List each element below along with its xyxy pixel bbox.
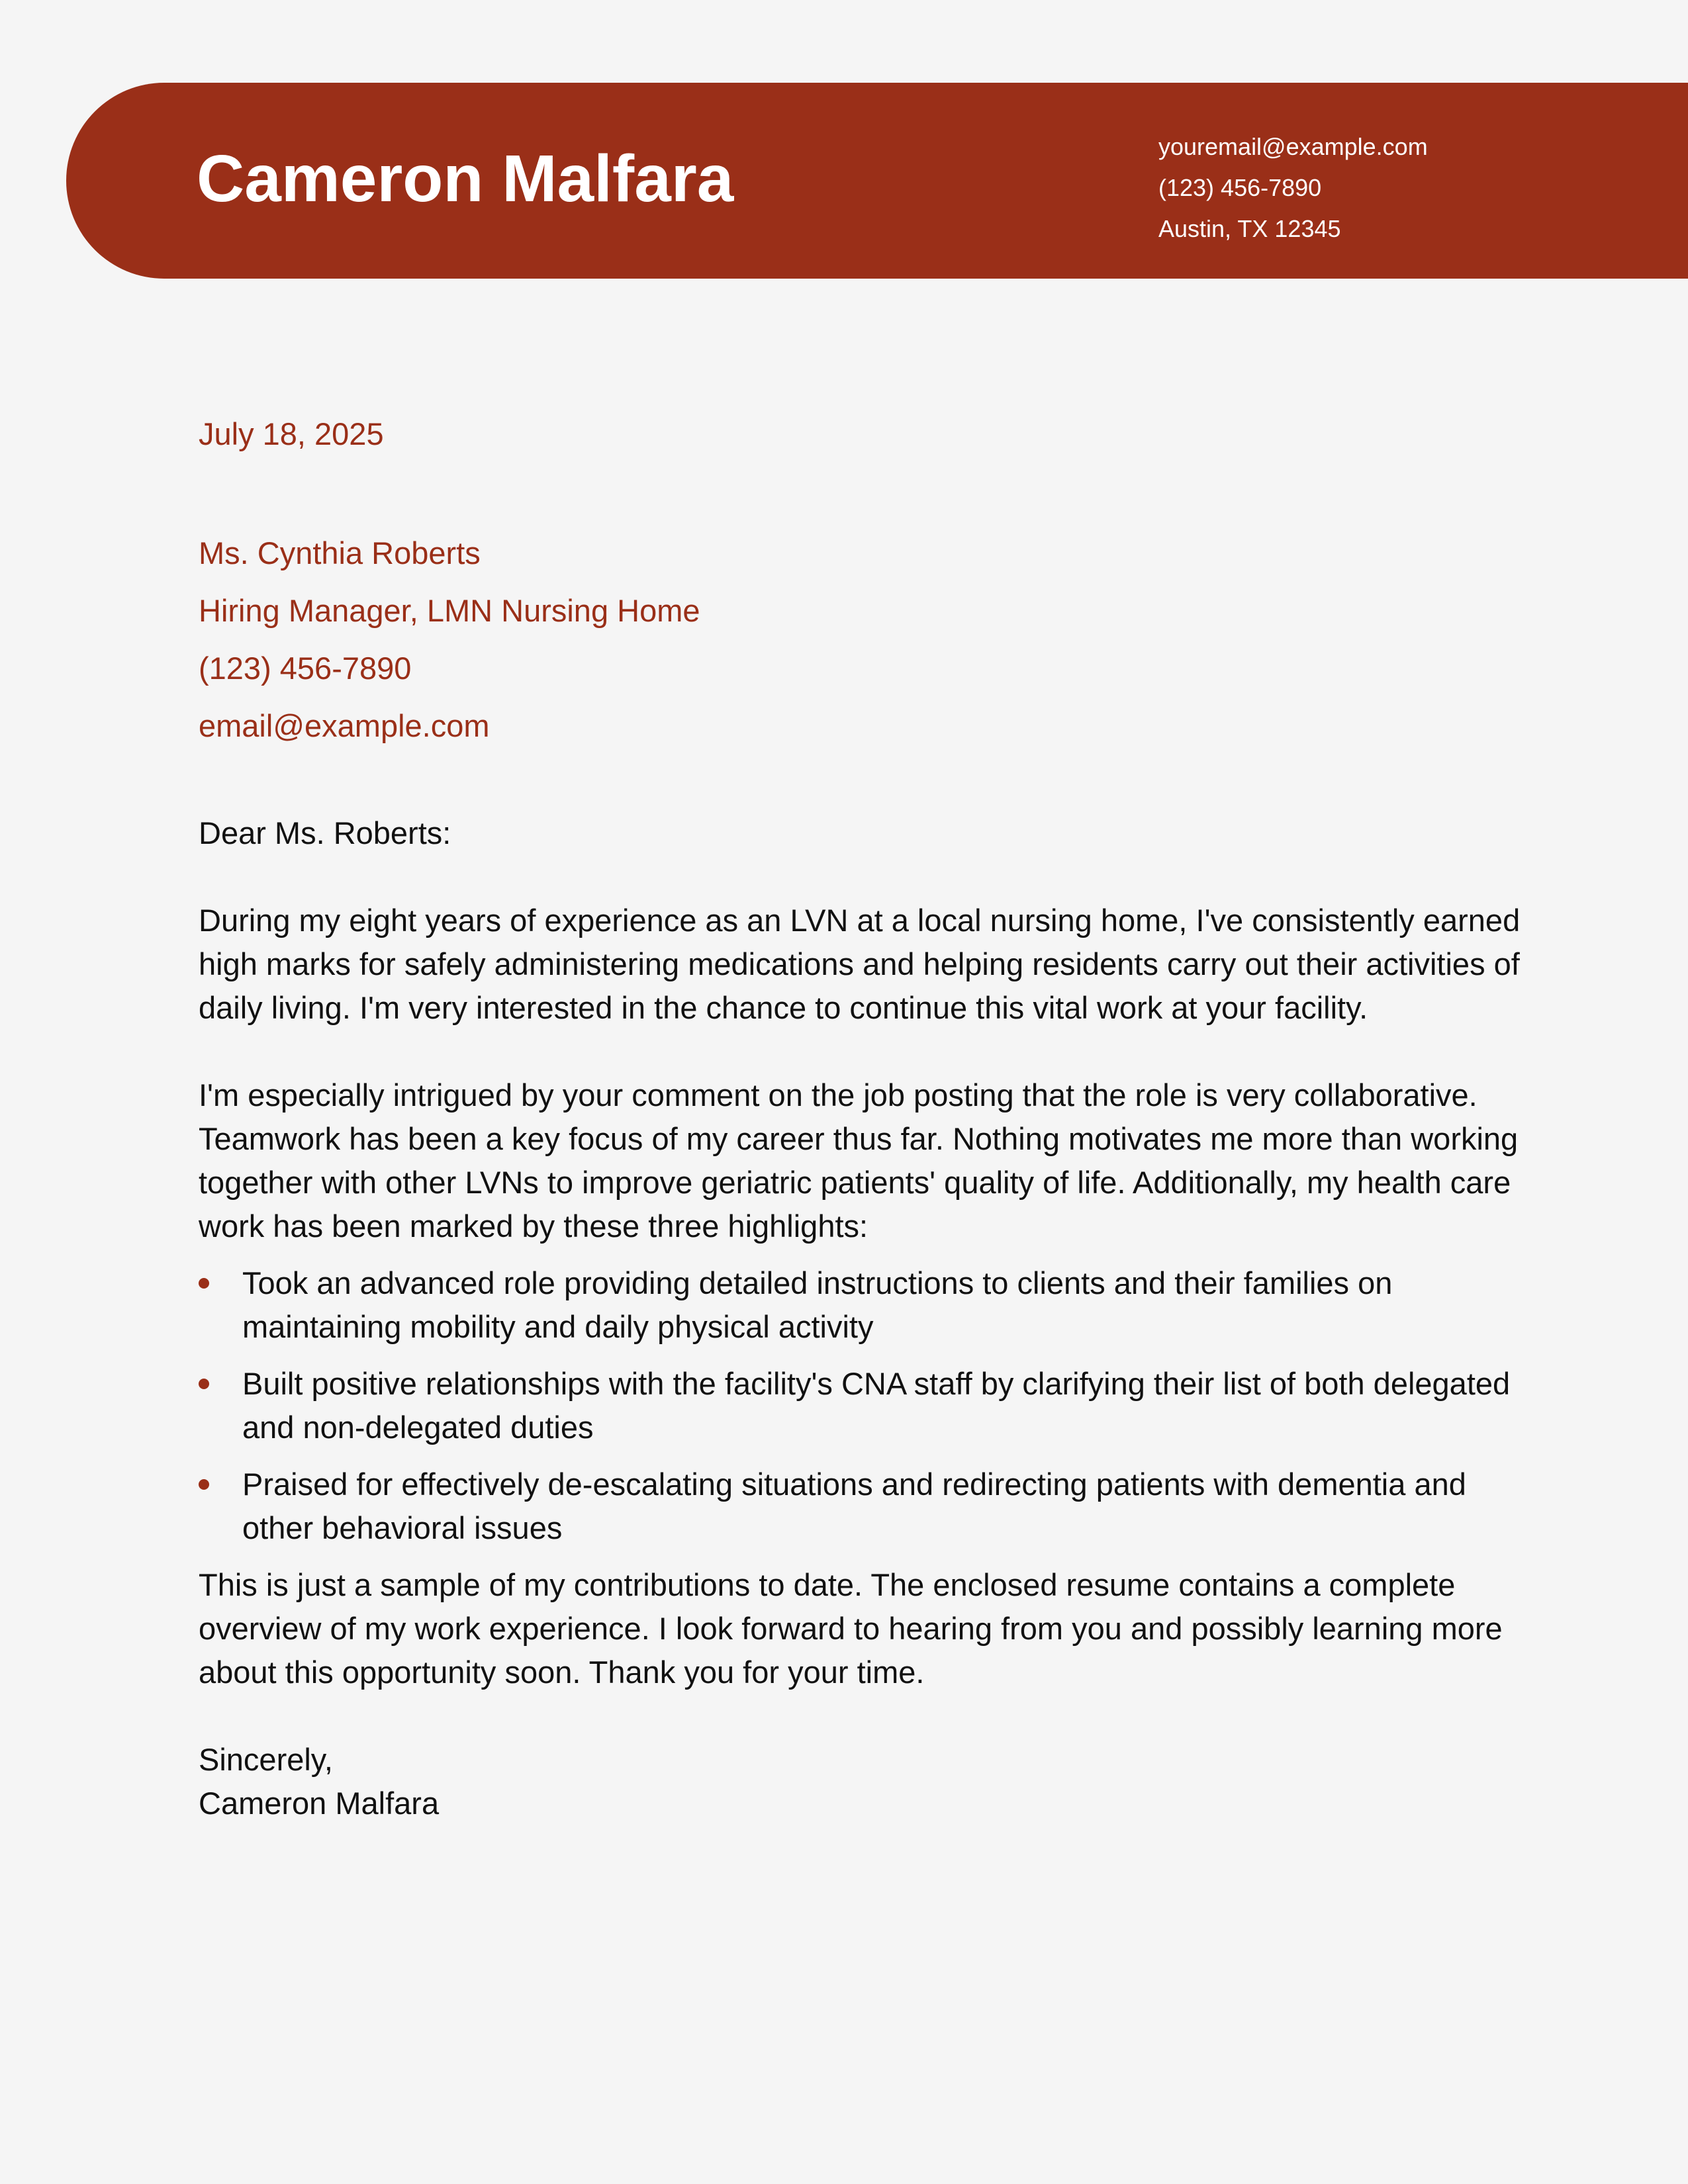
header-band bbox=[66, 83, 1688, 279]
recipient-title: Hiring Manager, LMN Nursing Home bbox=[199, 593, 700, 628]
bullet-icon bbox=[199, 1278, 209, 1289]
closing-paragraph: This is just a sample of my contributions to date. The enclosed resume contains a complete overview of my work experience. I look forward to hearing from you and possibly learning more about this opportunity soon. Thank you for your time. bbox=[199, 1567, 1503, 1690]
body-paragraph: I'm especially intrigued by your comment on the job posting that the role is very collaborative. Teamwork has been a key focus of my career thus far. Nothing motivates me more than working together with other LVNs to improve geriatric patients' quality of life. Additionally, my health care work has been marked by these three highlights: bbox=[199, 1077, 1519, 1244]
sender-email: youremail@example.com bbox=[1158, 133, 1428, 160]
letter-body bbox=[199, 811, 1523, 1825]
signature: Cameron Malfara bbox=[199, 1786, 440, 1821]
sender-phone: (123) 456-7890 bbox=[1158, 174, 1322, 201]
letter-date: July 18, 2025 bbox=[199, 416, 384, 451]
salutation: Dear Ms. Roberts: bbox=[199, 815, 451, 850]
recipient-name: Ms. Cynthia Roberts bbox=[199, 535, 481, 570]
highlight-text: Built positive relationships with the facility's CNA staff by clarifying their list of both delegated and non-delegated duties bbox=[242, 1366, 1511, 1445]
body-paragraph: During my eight years of experience as an LVN at a local nursing home, I've consistently earned high marks for safely administering medications and helping residents carry out their activities of daily living. I'm very interested in the chance to continue this vital work at your facility. bbox=[199, 903, 1521, 1025]
bullet-icon bbox=[199, 1379, 209, 1389]
sender-contact-block bbox=[1158, 126, 1428, 250]
highlight-item bbox=[199, 1362, 1523, 1449]
recipient-phone: (123) 456-7890 bbox=[199, 651, 412, 686]
highlights-list bbox=[199, 1261, 1523, 1550]
highlight-text: Took an advanced role providing detailed instructions to clients and their families on maintaining mobility and daily physical activity bbox=[242, 1265, 1393, 1344]
highlight-item bbox=[199, 1261, 1523, 1349]
sender-location: Austin, TX 12345 bbox=[1158, 215, 1341, 242]
bullet-icon bbox=[199, 1479, 209, 1490]
highlight-item bbox=[199, 1463, 1523, 1550]
signoff: Sincerely, bbox=[199, 1742, 333, 1777]
sender-name: Cameron Malfara bbox=[197, 142, 734, 216]
highlight-text: Praised for effectively de-escalating situations and redirecting patients with dementia and other behavioral issues bbox=[242, 1467, 1466, 1545]
recipient-email: email@example.com bbox=[199, 708, 490, 743]
recipient-block bbox=[199, 524, 700, 754]
